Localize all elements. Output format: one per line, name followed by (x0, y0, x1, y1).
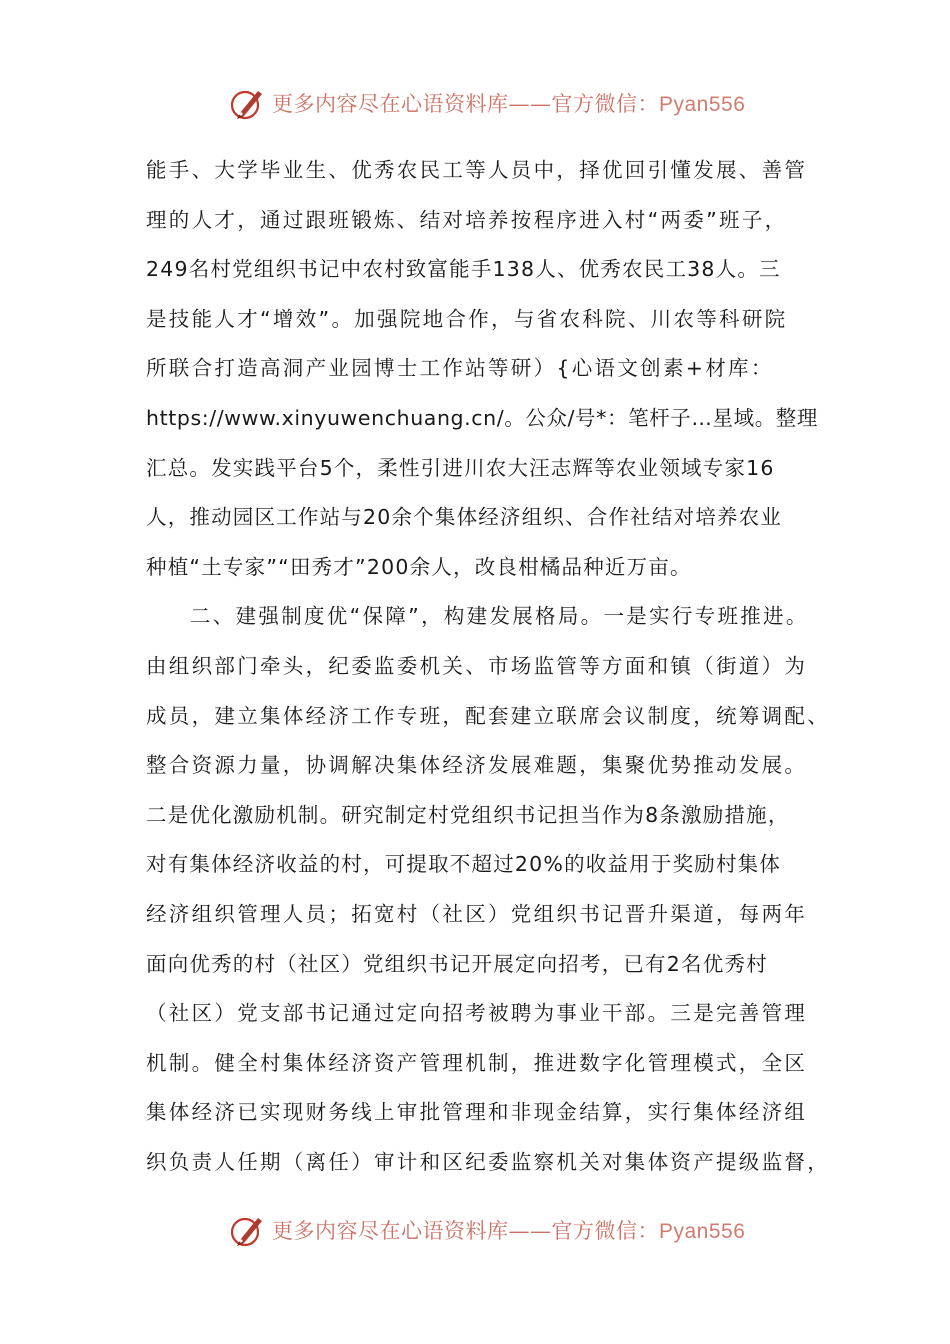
text-line: 织负责人任期（离任）审计和区纪委监察机关对集体资产提级监督， (146, 1149, 830, 1174)
watermark-text (272, 1215, 745, 1245)
paragraph-start-line: 二、建强制度优“保障”，构建发展格局。一是实行专班推进。 (190, 604, 809, 629)
fountain-pen-logo-icon (228, 83, 268, 123)
text-line: 理的人才，通过跟班锻炼、结对培养按程序进入村“两委”班子， (146, 207, 788, 232)
text-line: 集体经济已实现财务线上审批管理和非现金结算，实行集体经济组 (146, 1100, 808, 1125)
text-line: 所联合打造高洞产业园博士工作站等研）{心语文创素+材库： (146, 356, 774, 381)
text-line: 整合资源力量，协调解决集体经济发展难题，集聚优势推动发展。 (146, 753, 808, 778)
text-line: 面向优秀的村（社区）党组织书记开展定向招考，已有2名优秀村 (146, 951, 768, 976)
text-line: 249名村党组织书记中农村致富能手138人、优秀农民工38人。三 (146, 257, 781, 282)
fountain-pen-logo-icon (228, 1210, 268, 1250)
text-line: （社区）党支部书记通过定向招考被聘为事业干部。三是完善管理 (146, 1001, 808, 1026)
watermark-label: 更多内容尽在心语资料库——官方微信： (272, 92, 659, 116)
text-line: 二是优化激励机制。研究制定村党组织书记担当作为8条激励措施， (146, 802, 790, 827)
text-line: 汇总。发实践平台5个，柔性引进川农大汪志辉等农业领域专家16 (146, 455, 775, 480)
wechat-id: Pyan556 (659, 1220, 746, 1243)
text-line: 种植“土专家”“田秀才”200余人，改良柑橘品种近万亩。 (146, 554, 692, 579)
text-line: 能手、大学毕业生、优秀农民工等人员中，择优回引懂发展、善管 (146, 158, 808, 182)
text-line: 机制。健全村集体经济资产管理机制，推进数字化管理模式，全区 (146, 1050, 808, 1075)
text-line: 是技能人才“增效”。加强院地合作，与省农科院、川农等科研院 (146, 306, 788, 331)
text-line: https://www.xinyuwenchuang.cn/。公众/号*：笔杆子…星域。整理 (146, 405, 818, 430)
header-watermark-banner (228, 81, 748, 125)
wechat-id: Pyan556 (659, 93, 746, 116)
footer-watermark-banner (228, 1208, 748, 1252)
watermark-text (272, 88, 745, 118)
text-line: 成员，建立集体经济工作专班，配套建立联席会议制度，统筹调配、 (146, 703, 830, 728)
text-line: 人，推动园区工作站与20余个集体经济组织、合作社结对培养农业 (146, 505, 783, 530)
document-body (146, 146, 830, 1187)
text-line: 经济组织管理人员；拓宽村（社区）党组织书记晋升渠道，每两年 (146, 901, 808, 926)
text-line: 对有集体经济收益的村，可提取不超过20%的收益用于奖励村集体 (146, 852, 782, 877)
watermark-label: 更多内容尽在心语资料库——官方微信： (272, 1219, 659, 1243)
text-line: 由组织部门牵头，纪委监委机关、市场监管等方面和镇（街道）为 (146, 653, 808, 678)
